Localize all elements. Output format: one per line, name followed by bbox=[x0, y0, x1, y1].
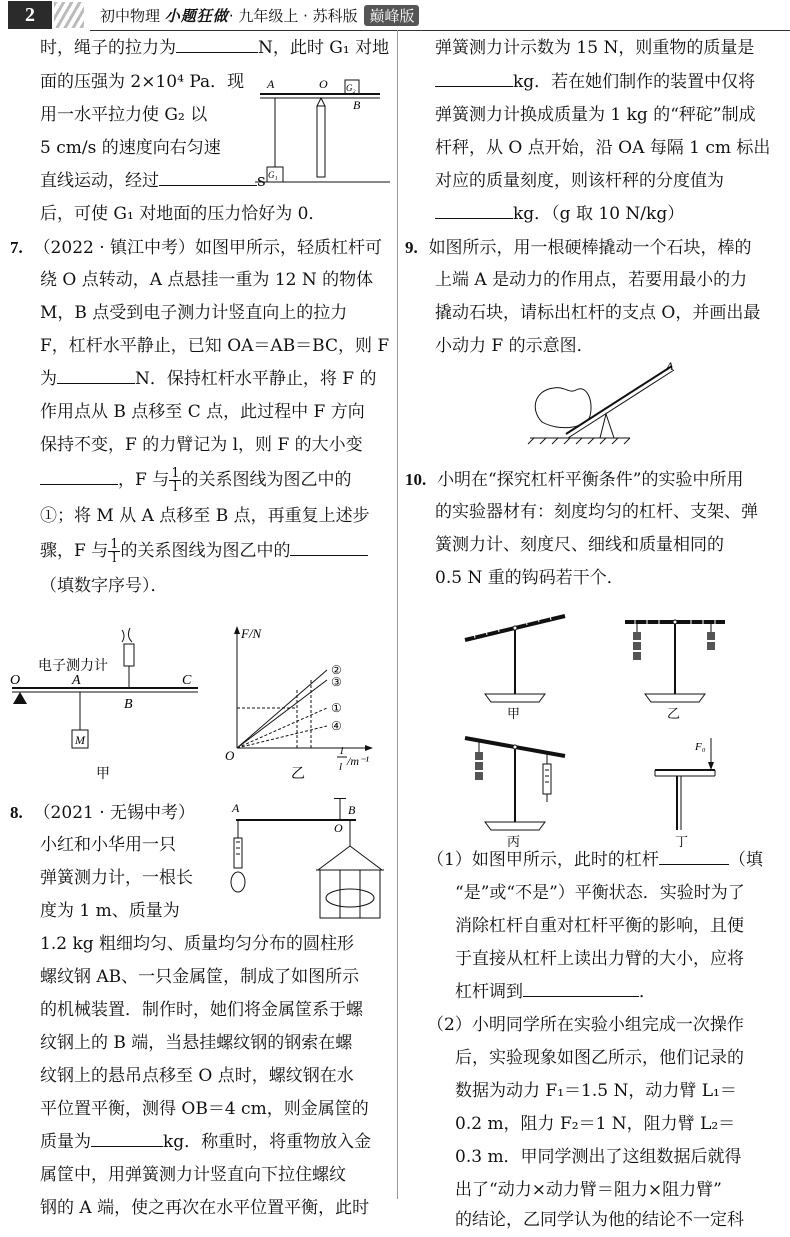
q10-p2-line-6: 出了“动力×动力臂＝阻力×阻力臂” bbox=[455, 1180, 722, 1200]
q10-p1-line-2: “是”或“不是”）平衡状态．实验时为了 bbox=[455, 883, 745, 903]
q8-line-2: 小红和小华用一只 bbox=[40, 835, 176, 855]
q8-line-11: 质量为 kg．称重时，将重物放入金 bbox=[40, 1126, 371, 1159]
q9-line-2: 上端 A 是动力的作用点，若要用最小的力 bbox=[435, 270, 748, 290]
q7-line-7: 保持不变，F 的力臂记为 l，则 F 的大小变 bbox=[40, 435, 363, 455]
header-grade: · 九年级上 · 苏科版 bbox=[228, 7, 358, 25]
q7-graph-origin: O bbox=[225, 748, 235, 763]
q10-line-1: 10. 小明在“探究杠杆平衡条件”的实验中所用 bbox=[405, 470, 744, 490]
q6-line-1: 时，绳子的拉力为 N，此时 G₁ 对地 bbox=[40, 32, 389, 65]
q6-line-5: 直线运动，经过 s bbox=[40, 165, 266, 198]
fraction-1-over-l-2: $\frac{1}{l}$ bbox=[110, 537, 119, 566]
q6-line-6: 后，可使 G₁ 对地面的压力恰好为 0． bbox=[40, 204, 326, 224]
q10-p2-line-7: 的结论，乙同学认为他的结论不一定科 bbox=[455, 1210, 744, 1230]
q7-label-M: M bbox=[75, 733, 85, 747]
q7-label-O: O bbox=[10, 673, 21, 688]
q7-line-2: 绕 O 点转动，A 点悬挂一重为 12 N 的物体 bbox=[40, 270, 374, 290]
q8cont-line-3: 弹簧测力计换成质量为 1 kg 的“秤砣”制成 bbox=[435, 105, 756, 125]
q7-line-9: ①；将 M 从 A 点移至 B 点，再重复上述步 bbox=[40, 506, 370, 526]
q8cont-line-5: 对应的质量刻度，则该杆秤的分度值为 bbox=[435, 171, 724, 191]
q7-graph-ylabel: F/N bbox=[241, 626, 262, 641]
q8-line-3: 弹簧测力计，一根长 bbox=[40, 868, 193, 888]
q6-label-G2: G₂ bbox=[346, 83, 356, 93]
q10-caption-yi: 乙 bbox=[667, 706, 681, 721]
q7-caption-jia: 甲 bbox=[96, 767, 110, 782]
q7-graph-xlabel: /m⁻¹ bbox=[347, 754, 369, 768]
q8-label-B: B bbox=[348, 803, 356, 817]
q9-line-1: 9. 如图所示，用一根硬棒撬动一个石块，棒的 bbox=[405, 238, 752, 258]
q10-p2-line-5: 0.3 m．甲同学测出了这组数据后就得 bbox=[455, 1147, 742, 1167]
q6-label-A: A bbox=[267, 77, 275, 91]
q6-label-B: B bbox=[353, 98, 361, 112]
q8-line-5: 1.2 kg 粗细均匀、质量均匀分布的圆柱形 bbox=[40, 934, 355, 954]
q6-figure bbox=[255, 72, 390, 187]
header-stripes bbox=[54, 2, 84, 28]
q10-figure-jia bbox=[455, 602, 580, 722]
q10-p1-line-4: 于直接从杠杆上读出力臂的大小，应将 bbox=[455, 949, 744, 969]
svg-text:l: l bbox=[339, 761, 343, 773]
q10-line-2: 的实验器材有：刻度均匀的杠杆、支架、弹 bbox=[435, 502, 758, 522]
q10-p2-line-1: （2）小明同学所在实验小组完成一次操作 bbox=[427, 1015, 744, 1035]
column-divider bbox=[397, 30, 398, 1199]
q10-p1-line-3: 消除杠杆自重对杠杆平衡的影响，且便 bbox=[455, 916, 744, 936]
q7-label-C: C bbox=[182, 673, 192, 688]
q6-line-3: 用一水平拉力使 G₂ 以 bbox=[40, 105, 208, 125]
q10-line-4: 0.5 N 重的钩码若干个． bbox=[435, 568, 624, 588]
header-subject: 初中物理 bbox=[100, 7, 161, 25]
q7-graph-line-1: ① bbox=[331, 701, 342, 715]
q10-label-F0: F₀ bbox=[695, 741, 706, 753]
q10-p2-line-2: 后，实验现象如图乙所示，他们记录的 bbox=[455, 1048, 744, 1068]
q7-line-6: 作用点从 B 点移至 C 点，此过程中 F 方向 bbox=[40, 402, 365, 422]
q10-figure-yi bbox=[615, 602, 740, 722]
q7-caption-yi: 乙 bbox=[291, 767, 305, 780]
q7-line-8: ，F 与 $\frac{1}{l}$ 的关系图线为图乙中的 bbox=[40, 464, 351, 497]
q6-label-O: O bbox=[319, 77, 328, 91]
q7-figure-jia bbox=[10, 622, 210, 782]
q10-figure-ding bbox=[625, 730, 750, 850]
q10-p1-line-1: （1）如图甲所示，此时的杠杆 （填 bbox=[427, 844, 763, 877]
q6-label-G1: G₁ bbox=[268, 170, 278, 180]
q6-line-4: 5 cm/s 的速度向右匀速 bbox=[40, 138, 221, 158]
header-edition-badge: 巅峰版 bbox=[364, 5, 419, 26]
q7-line-11: （填数字序号）． bbox=[40, 576, 168, 596]
q8-line-4: 度为 1 m、质量为 bbox=[40, 901, 180, 921]
q9-line-3: 撬动石块，请标出杠杆的支点 O，并画出最 bbox=[435, 303, 761, 323]
q10-line-3: 簧测力计、刻度尺、细线和质量相同的 bbox=[435, 535, 724, 555]
q6-line-2: 面的压强为 2×10⁴ Pa．现 bbox=[40, 72, 245, 92]
q8-line-6: 螺纹钢 AB、一只金属筐，制成了如图所示 bbox=[40, 967, 360, 987]
q8-line-9: 纹钢上的悬吊点移至 O 点时，螺纹钢在水 bbox=[40, 1066, 354, 1086]
q7-graph-line-4: ④ bbox=[331, 719, 342, 733]
q10-p2-line-4: 0.2 m，阻力 F₂＝1 N，阻力臂 L₂＝ bbox=[455, 1114, 736, 1134]
q7-graph-line-3: ③ bbox=[331, 675, 342, 689]
q8cont-line-6: kg．（g 取 10 N/kg） bbox=[435, 198, 684, 231]
header-brand-logo: 小题狂做 bbox=[164, 7, 229, 25]
q8cont-line-4: 杆秤，从 O 点开始，沿 OA 每隔 1 cm 标出 bbox=[435, 138, 771, 158]
q7-line-5: 为 N．保持杠杆水平静止，将 F 的 bbox=[40, 363, 376, 396]
q10-p1-line-5: 杠杆调到 ． bbox=[455, 976, 656, 1009]
q8-label-A: A bbox=[232, 801, 240, 815]
page-header bbox=[0, 0, 790, 30]
q7-figure-yi bbox=[215, 620, 385, 780]
q8-line-7: 的机械装置．制作时，她们将金属筐系于螺 bbox=[40, 1000, 363, 1020]
q8-figure bbox=[210, 798, 390, 923]
q10-caption-jia: 甲 bbox=[507, 706, 521, 721]
q7-label-A: A bbox=[72, 673, 81, 688]
q8-label-O: O bbox=[334, 821, 343, 835]
fraction-1-over-l: $\frac{1}{l}$ bbox=[171, 466, 180, 495]
q7-line-10: 骤，F 与 $\frac{1}{l}$ 的关系图线为图乙中的 bbox=[40, 535, 368, 568]
q9-figure bbox=[520, 360, 690, 450]
q7-label-B: B bbox=[124, 697, 133, 712]
q7-line-4: F，杠杆水平静止，已知 OA＝AB＝BC，则 F bbox=[40, 336, 390, 356]
q7-meter-label: 电子测力计 bbox=[38, 659, 108, 674]
q8-line-10: 平位置平衡，测得 OB＝4 cm，则金属筐的 bbox=[40, 1099, 369, 1119]
q10-caption-bing: 丙 bbox=[507, 834, 521, 849]
q9-label-A: A bbox=[666, 360, 674, 373]
header-rule bbox=[90, 30, 790, 31]
q8cont-line-1: 弹簧测力计示数为 15 N，则重物的质量是 bbox=[435, 38, 755, 58]
q8-line-13: 钢的 A 端，使之再次在水平位置平衡，此时 bbox=[40, 1198, 370, 1218]
q9-line-4: 小动力 F 的示意图． bbox=[435, 336, 594, 356]
q10-caption-ding: 丁 bbox=[675, 834, 689, 849]
q10-figure-bing bbox=[455, 730, 580, 850]
svg-text:1: 1 bbox=[339, 745, 345, 757]
q7-line-3: M，B 点受到电子测力计竖直向上的拉力 bbox=[40, 303, 348, 323]
q8cont-line-2: kg．若在她们制作的装置中仅将 bbox=[435, 66, 755, 99]
q8-line-1: 8. （2021 · 无锡中考） bbox=[10, 803, 196, 823]
q8-line-8: 纹钢上的 B 端，当悬挂螺纹钢的钢索在螺 bbox=[40, 1033, 353, 1053]
q10-p2-line-3: 数据为动力 F₁＝1.5 N，动力臂 L₁＝ bbox=[455, 1081, 737, 1101]
page-number: 2 bbox=[8, 1, 52, 29]
q8-line-12: 属筐中，用弹簧测力计竖直向下拉住螺纹 bbox=[40, 1165, 346, 1185]
q7-graph-line-2: ② bbox=[331, 663, 342, 677]
q7-line-1: 7. （2022 · 镇江中考）如图甲所示，轻质杠杆可 bbox=[10, 238, 383, 258]
header-title bbox=[100, 5, 419, 26]
